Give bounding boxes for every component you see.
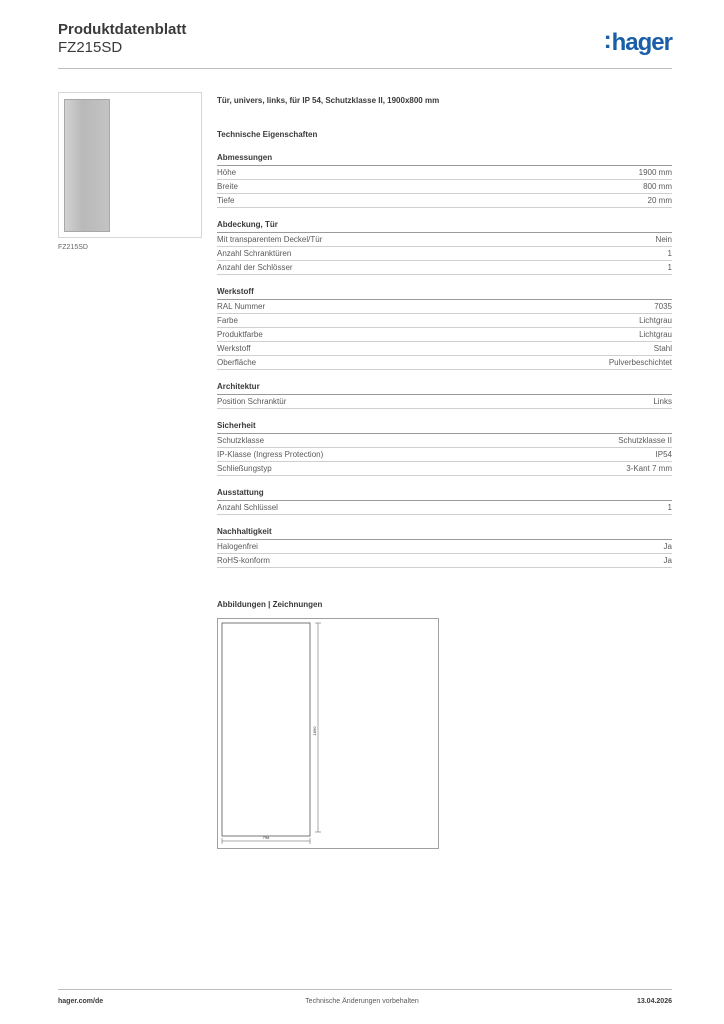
spec-section-title: Nachhaltigkeit — [217, 527, 672, 540]
spec-value: Schutzklasse II — [618, 436, 672, 445]
spec-key: Produktfarbe — [217, 330, 263, 339]
spec-value: Links — [653, 397, 672, 406]
height-dimension-label: 1890 — [312, 726, 317, 736]
spec-row — [217, 300, 672, 314]
spec-row — [217, 448, 672, 462]
spec-section-title: Werkstoff — [217, 287, 672, 300]
footer-disclaimer: Technische Änderungen vorbehalten — [305, 998, 419, 1005]
spec-value: 7035 — [654, 302, 672, 311]
product-code: FZ215SD — [58, 39, 123, 56]
spec-value: Lichtgrau — [639, 330, 672, 339]
spec-section-title: Abdeckung, Tür — [217, 220, 672, 233]
spec-row — [217, 462, 672, 476]
spec-value: Ja — [663, 556, 672, 565]
spec-section-title: Abmessungen — [217, 153, 672, 166]
spec-key: Tiefe — [217, 196, 235, 205]
spec-row — [217, 356, 672, 370]
technical-drawing — [217, 618, 439, 849]
spec-key: Schließungstyp — [217, 464, 272, 473]
spec-value: 1 — [667, 263, 672, 272]
spec-key: RAL Nummer — [217, 302, 266, 311]
spec-value: 3-Kant 7 mm — [626, 464, 672, 473]
spec-key: Schutzklasse — [217, 436, 265, 445]
spec-section — [217, 488, 672, 515]
spec-row — [217, 434, 672, 448]
spec-key: Anzahl der Schlösser — [217, 263, 293, 272]
spec-value: Nein — [655, 235, 672, 244]
spec-value: IP54 — [655, 450, 672, 459]
spec-section — [217, 287, 672, 370]
spec-value: 1 — [667, 503, 672, 512]
spec-section-title: Sicherheit — [217, 421, 672, 434]
spec-section — [217, 527, 672, 568]
spec-row — [217, 395, 672, 409]
spec-section-title: Architektur — [217, 382, 672, 395]
spec-key: Halogenfrei — [217, 542, 258, 551]
product-image-caption: FZ215SD — [58, 244, 88, 251]
page-header — [58, 21, 672, 69]
spec-key: Mit transparentem Deckel/Tür — [217, 235, 323, 244]
spec-section-title: Ausstattung — [217, 488, 672, 501]
spec-row — [217, 166, 672, 180]
spec-row — [217, 540, 672, 554]
door-product-icon — [64, 99, 110, 232]
product-description: Tür, univers, links, für IP 54, Schutzklasse II, 1900x800 mm — [217, 96, 440, 105]
spec-key: RoHS-konform — [217, 556, 270, 565]
width-dimension-label: 798 — [262, 835, 270, 840]
spec-row — [217, 554, 672, 568]
spec-value: 1900 mm — [638, 168, 672, 177]
spec-key: Farbe — [217, 316, 238, 325]
spec-value: 20 mm — [647, 196, 672, 205]
door-drawing-svg — [218, 619, 438, 848]
header-divider — [58, 68, 672, 69]
logo-colon-icon: : — [603, 27, 611, 54]
specification-panel — [217, 96, 672, 568]
spec-key: Oberfläche — [217, 358, 257, 367]
spec-row — [217, 233, 672, 247]
spec-value: 1 — [667, 249, 672, 258]
spec-section — [217, 153, 672, 208]
hager-logo — [604, 29, 672, 57]
spec-key: Höhe — [217, 168, 237, 177]
spec-key: Anzahl Schranktüren — [217, 249, 292, 258]
spec-row — [217, 194, 672, 208]
product-image — [58, 92, 202, 238]
figures-heading: Abbildungen | Zeichnungen — [217, 600, 323, 609]
technical-properties-heading: Technische Eigenschaften — [217, 130, 318, 139]
spec-section — [217, 382, 672, 409]
footer-website-link[interactable]: hager.com/de — [58, 998, 104, 1005]
spec-key: Werkstoff — [217, 344, 251, 353]
footer-date: 13.04.2026 — [636, 998, 672, 1005]
spec-row — [217, 501, 672, 515]
spec-sections — [217, 153, 672, 568]
spec-key: Position Schranktür — [217, 397, 287, 406]
spec-value: Ja — [663, 542, 672, 551]
spec-value: Pulverbeschichtet — [608, 358, 672, 367]
spec-value: Stahl — [653, 344, 672, 353]
spec-row — [217, 328, 672, 342]
spec-row — [217, 342, 672, 356]
spec-section — [217, 421, 672, 476]
spec-key: Breite — [217, 182, 238, 191]
document-title: Produktdatenblatt — [58, 21, 187, 38]
spec-row — [217, 314, 672, 328]
spec-row — [217, 261, 672, 275]
door-outline — [222, 623, 310, 836]
logo-text: hager — [611, 29, 672, 56]
footer-divider — [58, 989, 672, 990]
spec-section — [217, 220, 672, 275]
spec-row — [217, 180, 672, 194]
spec-value: 800 mm — [643, 182, 672, 191]
spec-value: Lichtgrau — [639, 316, 672, 325]
spec-key: IP-Klasse (Ingress Protection) — [217, 450, 324, 459]
spec-key: Anzahl Schlüssel — [217, 503, 278, 512]
spec-row — [217, 247, 672, 261]
